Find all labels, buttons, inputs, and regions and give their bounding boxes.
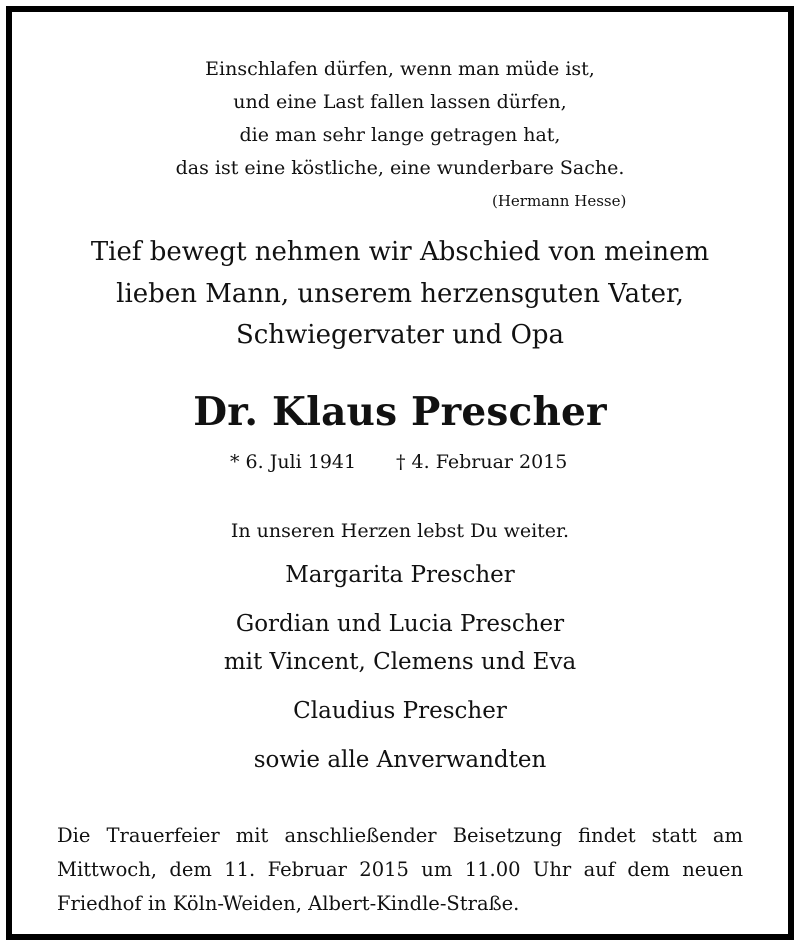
funeral-line-3: Friedhof in Köln-Weiden, Albert-Kindle-Straße. bbox=[57, 892, 520, 915]
intro-line-2: lieben Mann, unserem herzensguten Vater, bbox=[116, 279, 684, 309]
mourner-line-3: mit Vincent, Clemens und Eva bbox=[223, 649, 577, 675]
poem-line-2: und eine Last fallen lassen dürfen, bbox=[233, 91, 567, 113]
intro-line-3: Schwiegervater und Opa bbox=[235, 320, 565, 350]
poem-attribution: (Hermann Hesse) bbox=[492, 192, 627, 210]
poem-line-1: Einschlafen dürfen, wenn man müde ist, bbox=[205, 58, 595, 80]
motto: In unseren Herzen lebst Du weiter. bbox=[230, 520, 570, 542]
poem-line-3: die man sehr lange getragen hat, bbox=[239, 124, 561, 146]
mourner-line-2: Gordian und Lucia Prescher bbox=[235, 611, 565, 637]
deceased-name: Dr. Klaus Prescher bbox=[193, 389, 607, 435]
funeral-line-2: Mittwoch, dem 11. Februar 2015 um 11.00 Uhr auf dem neuen bbox=[57, 858, 743, 881]
mourner-line-1: Margarita Prescher bbox=[285, 562, 515, 588]
funeral-line-1: Die Trauerfeier mit anschließender Beisetzung findet statt am bbox=[57, 824, 743, 847]
poem-line-4: das ist eine köstliche, eine wunderbare Sache. bbox=[175, 157, 625, 179]
death-date: † 4. Februar 2015 bbox=[396, 451, 568, 473]
mourner-line-5: sowie alle Anverwandten bbox=[253, 747, 547, 773]
birth-date: * 6. Juli 1941 bbox=[230, 451, 357, 473]
intro-line-1: Tief bewegt nehmen wir Abschied von meinem bbox=[90, 237, 710, 267]
mourner-line-4: Claudius Prescher bbox=[293, 698, 507, 724]
notice-border bbox=[6, 6, 794, 940]
